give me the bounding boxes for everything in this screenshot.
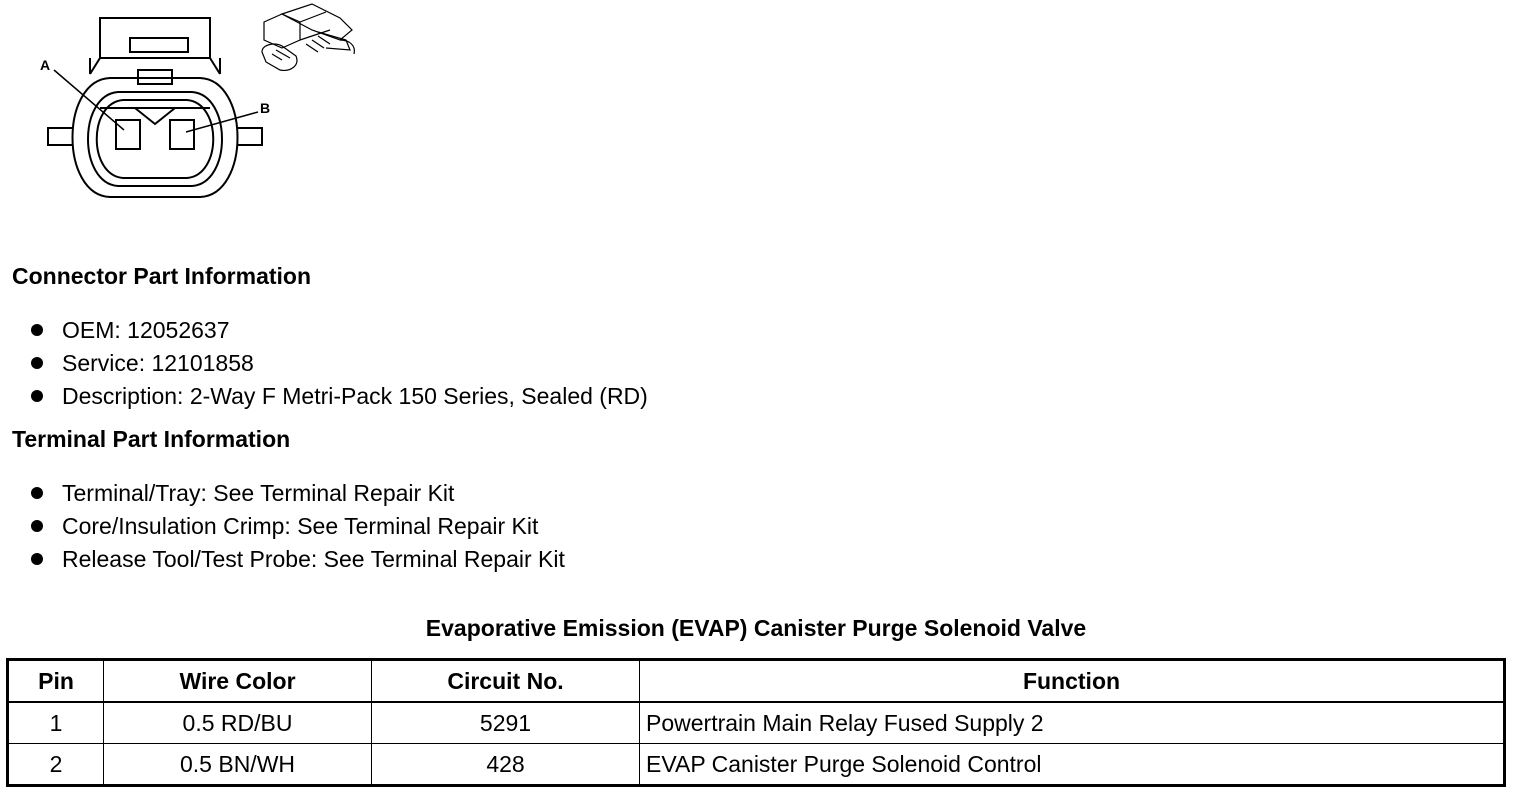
table-row	[8, 702, 1505, 744]
list-item-text: Release Tool/Test Probe: See Terminal Repair Kit	[62, 546, 565, 572]
column-header-circuit-no: Circuit No.	[372, 660, 640, 703]
list-item-text: Service: 12101858	[62, 350, 254, 376]
table-header-row	[8, 660, 1505, 703]
connector-isometric-icon	[262, 4, 354, 70]
list-item	[30, 477, 565, 510]
cell-circuit-no: 428	[372, 744, 640, 786]
cell-circuit-no: 5291	[372, 702, 640, 744]
list-item	[30, 347, 648, 380]
column-header-wire-color: Wire Color	[104, 660, 372, 703]
bullet-icon	[31, 324, 43, 336]
table-row	[8, 744, 1505, 786]
cell-function: Powertrain Main Relay Fused Supply 2	[640, 702, 1505, 744]
connector-part-info-heading: Connector Part Information	[12, 263, 312, 289]
list-item	[30, 314, 648, 347]
cell-wire-color: 0.5 BN/WH	[104, 744, 372, 786]
callout-b: B	[260, 100, 271, 116]
pin-table	[6, 658, 1506, 787]
list-item-text: Terminal/Tray: See Terminal Repair Kit	[62, 480, 455, 506]
column-header-function: Function	[640, 660, 1505, 703]
list-item	[30, 543, 565, 576]
list-item-text: OEM: 12052637	[62, 317, 230, 343]
bullet-icon	[31, 390, 43, 402]
terminal-part-info-heading: Terminal Part Information	[12, 426, 291, 452]
list-item	[30, 380, 648, 413]
bullet-icon	[31, 553, 43, 565]
list-item-text: Description: 2-Way F Metri-Pack 150 Series, Sealed (RD)	[62, 383, 648, 409]
connector-diagram	[0, 0, 380, 215]
cell-wire-color: 0.5 RD/BU	[104, 702, 372, 744]
bullet-icon	[31, 487, 43, 499]
list-item-text: Core/Insulation Crimp: See Terminal Repair Kit	[62, 513, 539, 539]
connector-part-info-list	[30, 314, 648, 413]
cell-pin: 1	[8, 702, 104, 744]
column-header-pin: Pin	[8, 660, 104, 703]
cell-function: EVAP Canister Purge Solenoid Control	[640, 744, 1505, 786]
bullet-icon	[31, 520, 43, 532]
callout-a: A	[40, 57, 51, 73]
pin-table-title: Evaporative Emission (EVAP) Canister Purge Solenoid Valve	[425, 615, 1087, 641]
list-item	[30, 510, 565, 543]
cell-pin: 2	[8, 744, 104, 786]
terminal-part-info-list	[30, 477, 565, 576]
bullet-icon	[31, 357, 43, 369]
